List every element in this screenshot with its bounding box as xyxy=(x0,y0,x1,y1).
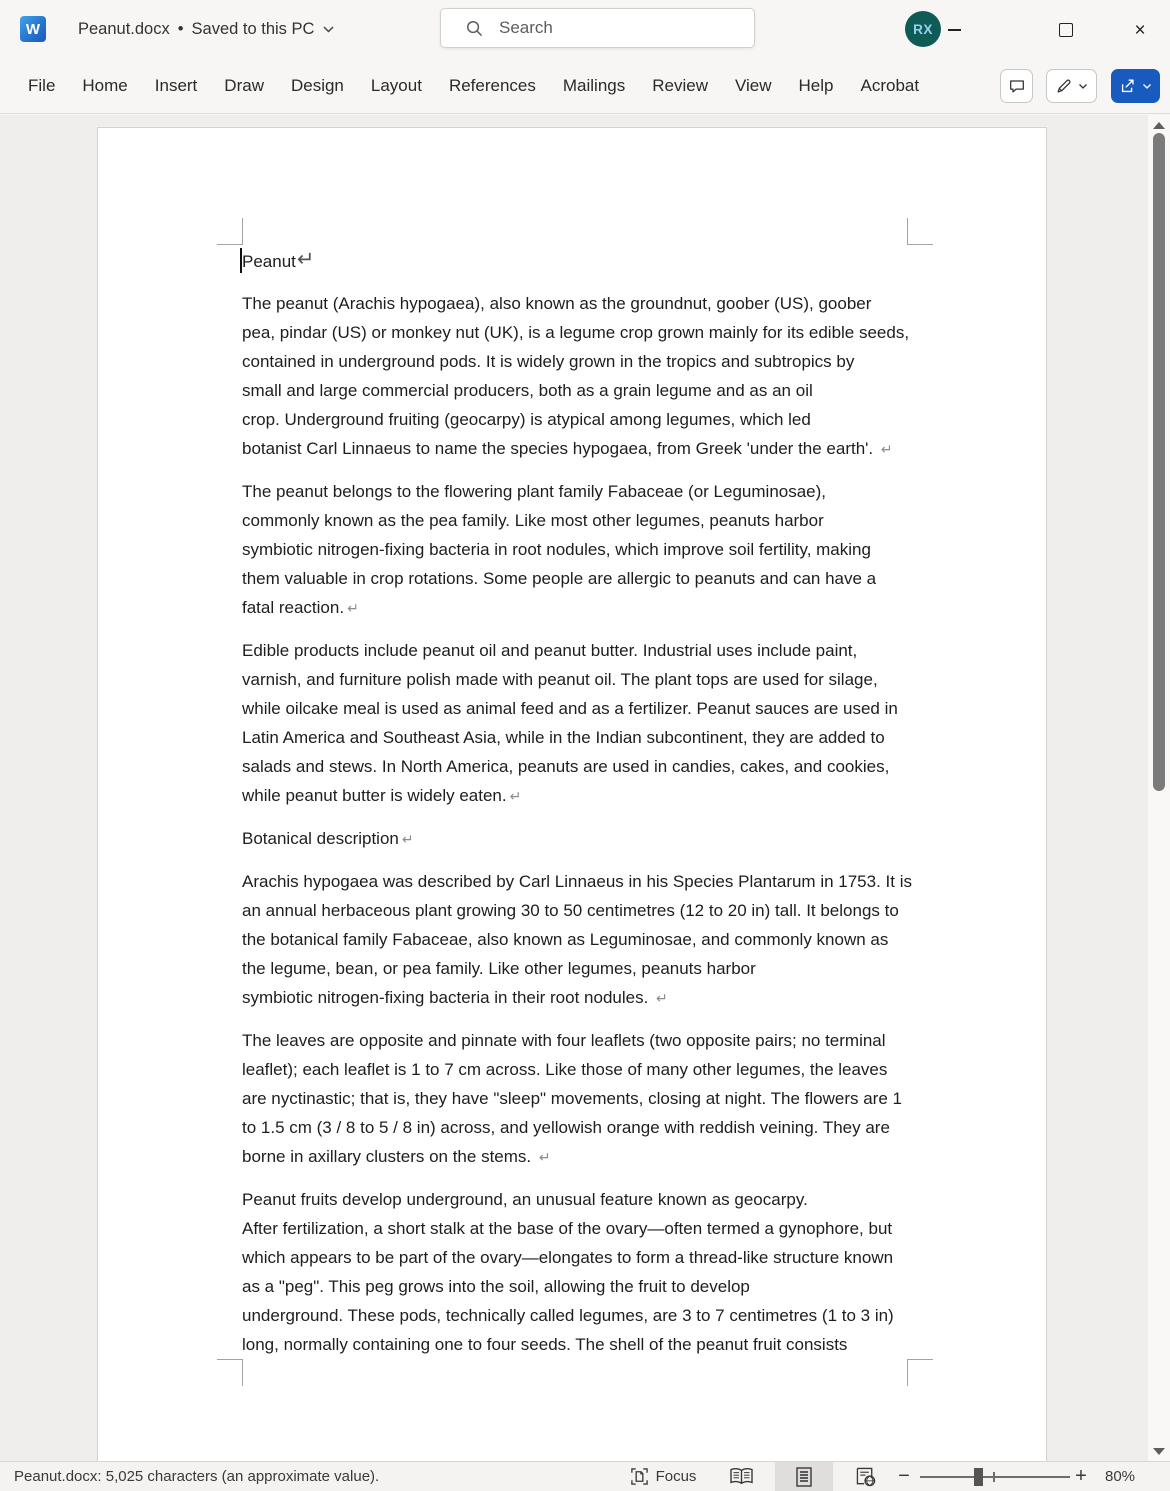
word-app-icon: W xyxy=(20,16,46,42)
menu-tab-view[interactable]: View xyxy=(734,75,772,95)
print-layout-icon xyxy=(796,1467,812,1487)
view-print-layout-button[interactable] xyxy=(775,1462,833,1491)
comments-button[interactable] xyxy=(1000,69,1033,103)
chevron-down-icon[interactable] xyxy=(322,25,335,34)
margin-cropmark-bottom-left xyxy=(217,1359,243,1386)
paragraph-mark-icon: ↵ xyxy=(401,831,414,847)
paragraph-mark-icon: ↵ xyxy=(296,248,315,271)
document-text[interactable] xyxy=(242,245,922,1372)
comment-icon xyxy=(1008,77,1026,95)
menu-tab-design[interactable]: Design xyxy=(290,75,344,95)
close-icon: × xyxy=(1134,19,1146,41)
editing-mode-button[interactable] xyxy=(1046,69,1097,103)
paragraph-mark-icon: ↵ xyxy=(656,990,668,1006)
document-paragraph[interactable]: Edible products include peanut oil and peanut butter. Industrial uses include paint, varnish, and furniture polish made with peanut oil. The plant tops are used for silage, while oilcake meal is used as animal feed and as a fertilizer. Peanut sauces are used in Latin America and Southeast Asia, while in the Indian subcontinent, they are added to salads and stews. In North America, peanuts are used in candies, cakes, and cookies, while peanut butter is widely eaten. ↵ xyxy=(242,641,898,805)
zoom-100-tick xyxy=(993,1472,995,1482)
menu-tab-references[interactable]: References xyxy=(448,75,536,95)
paragraph-mark-icon: ↵ xyxy=(538,1149,551,1165)
focus-label: Focus xyxy=(655,1468,697,1485)
document-title-group[interactable] xyxy=(78,0,335,58)
chevron-down-icon xyxy=(1078,83,1088,90)
scroll-down-button[interactable] xyxy=(1148,1443,1170,1459)
ribbon-menubar xyxy=(0,58,1170,114)
menu-tab-draw[interactable]: Draw xyxy=(224,75,264,95)
focus-icon xyxy=(630,1467,649,1486)
maximize-button[interactable] xyxy=(1053,17,1079,43)
document-canvas xyxy=(0,115,1170,1461)
chevron-down-icon xyxy=(1142,83,1152,90)
search-icon xyxy=(465,19,484,38)
menu-tab-layout[interactable]: Layout xyxy=(370,75,422,95)
paragraph-mark-icon: ↵ xyxy=(880,441,893,457)
save-status: Saved to this PC xyxy=(191,19,315,38)
document-title-paragraph[interactable]: Peanut↵ xyxy=(242,248,315,271)
menu-tab-home[interactable]: Home xyxy=(82,75,128,95)
titlebar xyxy=(0,0,1170,58)
maximize-icon xyxy=(1059,23,1073,37)
share-icon xyxy=(1119,77,1137,95)
character-count-status[interactable]: Peanut.docx: 5,025 characters (an approximate value). xyxy=(14,1468,380,1485)
document-paragraph[interactable]: Peanut fruits develop underground, an unusual feature known as geocarpy. After fertilization, a short stalk at the base of the ovary—often termed a gynophore, but which appears to be part of the ovary—elongates to form a thread-like structure known as a "peg". This peg grows into the soil, allowing the fruit to develop underground. These pods, technically called legumes, are 3 to 7 centimetres (1 to 3 in) long, normally containing one to four seeds. The shell of the peanut fruit consists xyxy=(242,1190,894,1354)
zoom-out-button[interactable]: − xyxy=(898,1465,910,1487)
document-title: Peanut.docx xyxy=(78,19,170,38)
menu-tab-review[interactable]: Review xyxy=(652,75,708,95)
menu-tab-help[interactable]: Help xyxy=(798,75,834,95)
pencil-icon xyxy=(1055,77,1073,95)
search-input[interactable] xyxy=(497,17,731,39)
minimize-icon xyxy=(948,29,961,31)
close-button[interactable] xyxy=(1127,17,1153,43)
menubar-items xyxy=(28,58,919,113)
zoom-in-button[interactable]: + xyxy=(1075,1465,1087,1487)
menu-tab-file[interactable]: File xyxy=(28,75,56,95)
minimize-button[interactable] xyxy=(941,17,967,43)
paragraph-mark-icon: ↵ xyxy=(347,600,359,616)
document-paragraph[interactable]: Botanical description ↵ xyxy=(242,829,414,848)
scroll-down-icon xyxy=(1153,1448,1165,1455)
menu-tab-acrobat[interactable]: Acrobat xyxy=(860,75,920,95)
search-box[interactable] xyxy=(440,8,755,48)
zoom-slider[interactable] xyxy=(920,1476,1070,1478)
scroll-up-button[interactable] xyxy=(1148,117,1170,133)
focus-mode-button[interactable] xyxy=(620,1462,706,1491)
account-avatar[interactable]: RX xyxy=(905,11,941,47)
vertical-scrollbar[interactable] xyxy=(1148,115,1170,1461)
document-page[interactable] xyxy=(97,127,1047,1461)
scrollbar-thumb[interactable] xyxy=(1153,133,1165,791)
web-layout-icon xyxy=(856,1467,876,1487)
scroll-up-icon xyxy=(1153,122,1165,129)
statusbar xyxy=(0,1461,1170,1491)
document-paragraph[interactable]: The peanut (Arachis hypogaea), also known as the groundnut, goober (US), goober pea, pindar (US) or monkey nut (UK), is a legume crop grown mainly for its edible seeds, contained in underground pods. It is widely grown in the tropics and subtropics by small and large commercial producers, both as a grain legume and as an oil crop. Underground fruiting (geocarpy) is atypical among legumes, which led botanist Carl Linnaeus to name the species hypogaea, from Greek 'under the earth'. ↵ xyxy=(242,294,910,458)
zoom-slider-handle[interactable] xyxy=(974,1468,983,1486)
menu-tab-mailings[interactable]: Mailings xyxy=(562,75,626,95)
margin-cropmark-top-right xyxy=(907,218,933,245)
document-paragraph[interactable]: The peanut belongs to the flowering plant family Fabaceae (or Leguminosae), commonly known as the pea family. Like most other legumes, peanuts harbor symbiotic nitrogen-fixing bacteria in root nodules, which improve soil fertility, making them valuable in crop rotations. Some people are allergic to peanuts and can have a fatal reaction. ↵ xyxy=(242,482,877,617)
title-separator: • xyxy=(177,19,184,38)
view-web-layout-button[interactable] xyxy=(840,1462,892,1491)
share-button[interactable] xyxy=(1111,69,1160,103)
margin-cropmark-top-left xyxy=(217,218,243,245)
document-paragraph[interactable]: The leaves are opposite and pinnate with four leaflets (two opposite pairs; no terminal leaflet); each leaflet is 1 to 7 cm across. Like those of many other legumes, the leaves are nyctinastic; that is, they have "sleep" movements, closing at night. The flowers are 1 to 1.5 cm (3 / 8 to 5 / 8 in) across, and yellowish orange with reddish veining. They are borne in axillary clusters on the stems. ↵ xyxy=(242,1031,902,1166)
view-read-mode-button[interactable] xyxy=(715,1462,767,1491)
paragraph-mark-icon: ↵ xyxy=(509,788,522,804)
document-paragraph[interactable]: Arachis hypogaea was described by Carl Linnaeus in his Species Plantarum in 1753. It is an annual herbaceous plant growing 30 to 50 centimetres (12 to 20 in) tall. It belongs to the botanical family Fabaceae, also known as Leguminosae, and commonly known as the legume, bean, or pea family. Like other legumes, peanuts harbor symbiotic nitrogen-fixing bacteria in their root nodules. ↵ xyxy=(242,872,912,1007)
zoom-percentage[interactable]: 80% xyxy=(1105,1468,1136,1485)
read-mode-icon xyxy=(729,1467,754,1486)
menu-tab-insert[interactable]: Insert xyxy=(154,75,198,95)
